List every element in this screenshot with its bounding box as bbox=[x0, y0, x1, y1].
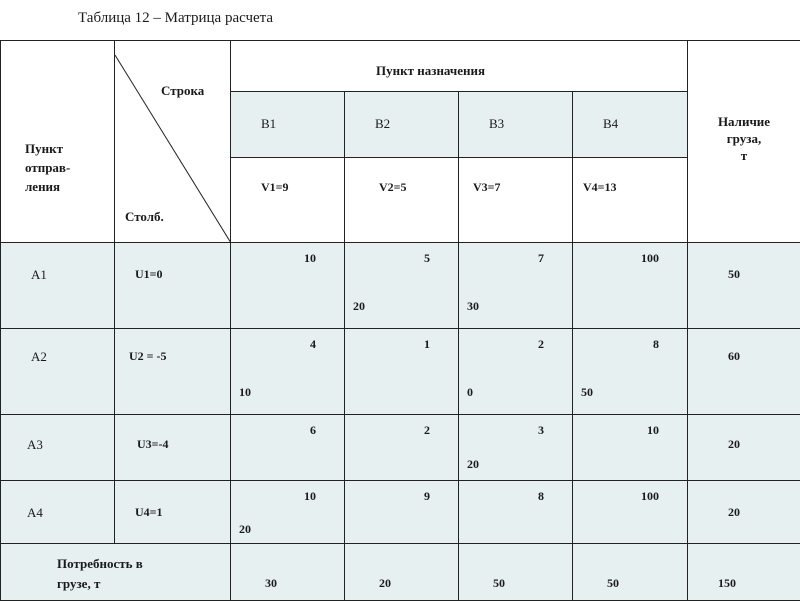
destination-name: B3 bbox=[489, 116, 504, 132]
destination-header-label: Пункт назначения bbox=[376, 63, 485, 79]
potential-u-cell bbox=[115, 415, 231, 481]
cost-value: 2 bbox=[538, 337, 544, 352]
potential-v: V2=5 bbox=[379, 180, 407, 195]
supply-value: 50 bbox=[728, 267, 740, 282]
cost-value: 10 bbox=[304, 489, 316, 504]
supply-value: 60 bbox=[728, 349, 740, 364]
demand-cell bbox=[345, 544, 459, 601]
cost-value: 7 bbox=[538, 251, 544, 266]
demand-cell bbox=[231, 544, 345, 601]
cost-value: 3 bbox=[538, 423, 544, 438]
supply-cell bbox=[688, 243, 800, 329]
cost-value: 10 bbox=[304, 251, 316, 266]
table-row bbox=[1, 243, 800, 329]
origin-name: A3 bbox=[27, 437, 43, 453]
origin-name: A4 bbox=[27, 505, 43, 521]
row-column-corner-cell bbox=[115, 41, 231, 243]
potential-u: U1=0 bbox=[135, 267, 163, 282]
potential-v: V3=7 bbox=[473, 180, 501, 195]
column-label: Столб. bbox=[125, 209, 164, 225]
demand-cell bbox=[573, 544, 688, 601]
destination-cell bbox=[573, 92, 688, 158]
matrix-cell bbox=[345, 481, 459, 544]
supply-header-label: Наличие груза, т bbox=[688, 113, 800, 164]
matrix-cell bbox=[459, 481, 573, 544]
flow-value: 30 bbox=[467, 299, 479, 314]
cost-value: 4 bbox=[310, 337, 316, 352]
supply-value: 20 bbox=[728, 505, 740, 520]
demand-cell bbox=[459, 544, 573, 601]
matrix-cell bbox=[231, 415, 345, 481]
table-row bbox=[1, 329, 800, 415]
potential-u-cell bbox=[115, 481, 231, 544]
demand-row bbox=[1, 544, 800, 601]
matrix-cell bbox=[231, 329, 345, 415]
potential-u: U4=1 bbox=[135, 505, 163, 520]
potential-u-cell bbox=[115, 243, 231, 329]
flow-value: 0 bbox=[467, 385, 473, 400]
calculation-matrix-table bbox=[0, 40, 800, 601]
matrix-cell bbox=[573, 243, 688, 329]
demand-label: Потребность в грузе, т bbox=[57, 554, 143, 594]
cost-value: 10 bbox=[647, 423, 659, 438]
destination-cell bbox=[459, 92, 573, 158]
origin-name-cell bbox=[1, 415, 115, 481]
supply-cell bbox=[688, 415, 800, 481]
destination-cell bbox=[231, 92, 345, 158]
cost-value: 1 bbox=[424, 337, 430, 352]
cost-value: 100 bbox=[641, 489, 659, 504]
matrix-cell bbox=[459, 329, 573, 415]
flow-value: 20 bbox=[467, 457, 479, 472]
destination-name: B2 bbox=[375, 116, 390, 132]
demand-value: 30 bbox=[265, 576, 277, 591]
row-label: Строка bbox=[161, 83, 204, 99]
potential-v-cell bbox=[459, 158, 573, 243]
potential-v: V1=9 bbox=[261, 180, 289, 195]
destination-cell bbox=[345, 92, 459, 158]
supply-cell bbox=[688, 329, 800, 415]
matrix-cell bbox=[231, 243, 345, 329]
matrix-cell bbox=[459, 243, 573, 329]
origin-name-cell bbox=[1, 243, 115, 329]
flow-value: 10 bbox=[239, 385, 251, 400]
origin-header-cell bbox=[1, 41, 115, 243]
destination-name: B4 bbox=[603, 116, 618, 132]
matrix-cell bbox=[345, 329, 459, 415]
supply-value: 20 bbox=[728, 437, 740, 452]
cost-value: 8 bbox=[653, 337, 659, 352]
origin-name: A2 bbox=[31, 349, 47, 365]
origin-name-cell bbox=[1, 329, 115, 415]
supply-header-cell bbox=[688, 41, 800, 243]
destination-header-cell bbox=[231, 41, 688, 92]
origin-header-label: Пункт отправ- ления bbox=[25, 139, 70, 196]
flow-value: 20 bbox=[353, 299, 365, 314]
destination-name: B1 bbox=[261, 116, 276, 132]
matrix-cell bbox=[345, 243, 459, 329]
potential-v: V4=13 bbox=[583, 180, 617, 195]
matrix-cell bbox=[459, 415, 573, 481]
potential-u: U2 = -5 bbox=[129, 349, 167, 364]
demand-value: 50 bbox=[607, 576, 619, 591]
demand-label-cell bbox=[1, 544, 231, 601]
table-row bbox=[1, 481, 800, 544]
demand-value: 50 bbox=[493, 576, 505, 591]
cost-value: 2 bbox=[424, 423, 430, 438]
cost-value: 5 bbox=[424, 251, 430, 266]
origin-name: A1 bbox=[31, 267, 47, 283]
flow-value: 20 bbox=[239, 522, 251, 537]
cost-value: 8 bbox=[538, 489, 544, 504]
potential-u-cell bbox=[115, 329, 231, 415]
cost-value: 9 bbox=[424, 489, 430, 504]
table-row bbox=[1, 415, 800, 481]
cost-value: 6 bbox=[310, 423, 316, 438]
demand-value: 20 bbox=[379, 576, 391, 591]
flow-value: 50 bbox=[581, 385, 593, 400]
potential-v-cell bbox=[345, 158, 459, 243]
matrix-cell bbox=[231, 481, 345, 544]
matrix-cell bbox=[573, 329, 688, 415]
matrix-cell bbox=[573, 415, 688, 481]
matrix-cell bbox=[345, 415, 459, 481]
potential-v-cell bbox=[573, 158, 688, 243]
table-caption: Таблица 12 – Матрица расчета bbox=[78, 10, 273, 27]
total-value: 150 bbox=[718, 576, 736, 591]
matrix-cell bbox=[573, 481, 688, 544]
potential-u: U3=-4 bbox=[137, 437, 169, 452]
potential-v-cell bbox=[231, 158, 345, 243]
origin-name-cell bbox=[1, 481, 115, 544]
total-cell bbox=[688, 544, 800, 601]
supply-cell bbox=[688, 481, 800, 544]
cost-value: 100 bbox=[641, 251, 659, 266]
